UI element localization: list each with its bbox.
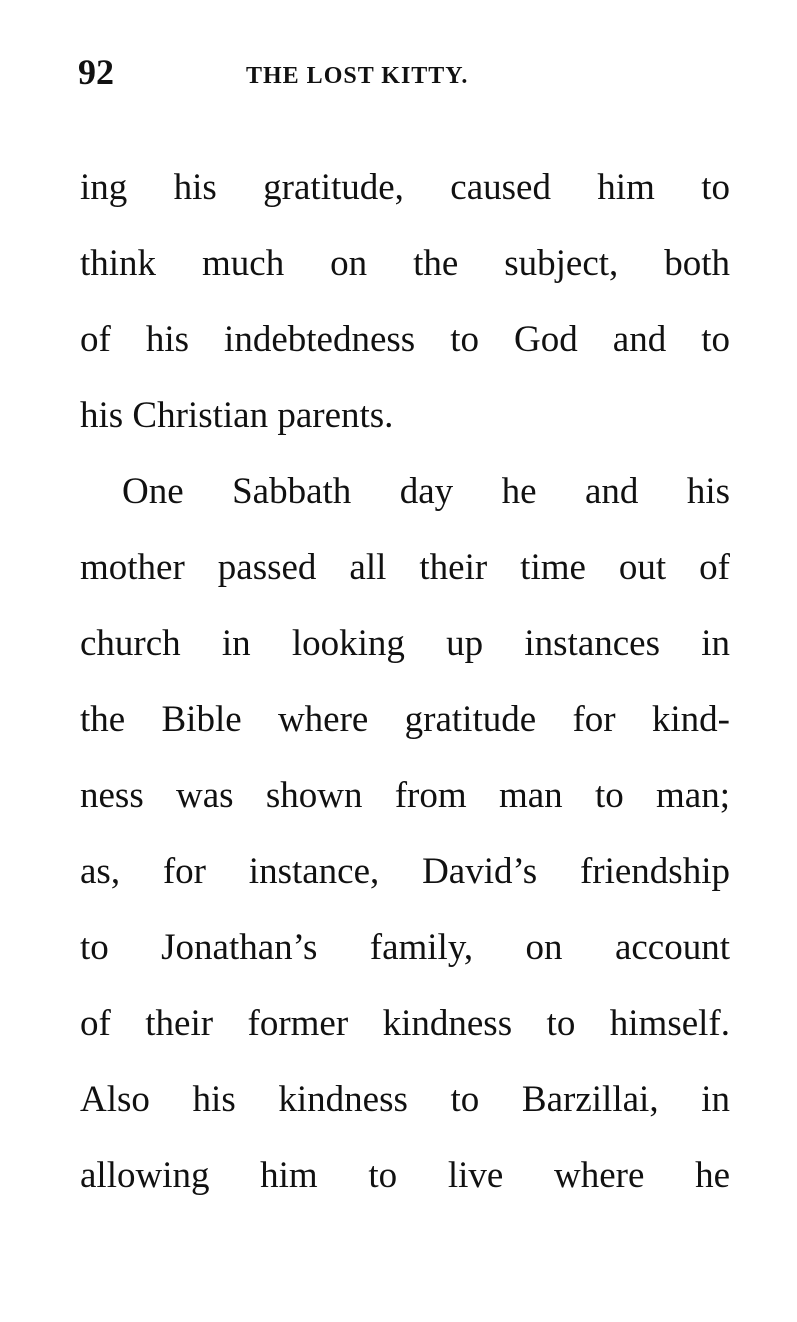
page-body-text (80, 150, 730, 1214)
text-line-9: ness was shown from man to man; (80, 775, 730, 816)
page-header (78, 48, 758, 98)
text-line-14: allowing him to live where he (80, 1155, 730, 1196)
text-line-5: One Sabbath day he and his (122, 471, 730, 512)
text-line-11: to Jonathan’s family, on account (80, 927, 730, 968)
text-line-10: as, for instance, David’s friendship (80, 851, 730, 892)
page-number: 92 (78, 52, 114, 92)
text-line-8: the Bible where gratitude for kind- (80, 699, 730, 740)
text-line-4: his Christian parents. (80, 395, 394, 436)
text-line-3: of his indebtedness to God and to (80, 319, 730, 360)
text-line-12: of their former kindness to himself. (80, 1003, 730, 1044)
text-line-1: ing his gratitude, caused him to (80, 167, 730, 208)
text-line-6: mother passed all their time out of (80, 547, 730, 588)
running-head: THE LOST KITTY. (246, 63, 469, 89)
text-line-2: think much on the subject, both (80, 243, 730, 284)
text-line-13: Also his kindness to Barzillai, in (80, 1079, 730, 1120)
text-line-7: church in looking up instances in (80, 623, 730, 664)
